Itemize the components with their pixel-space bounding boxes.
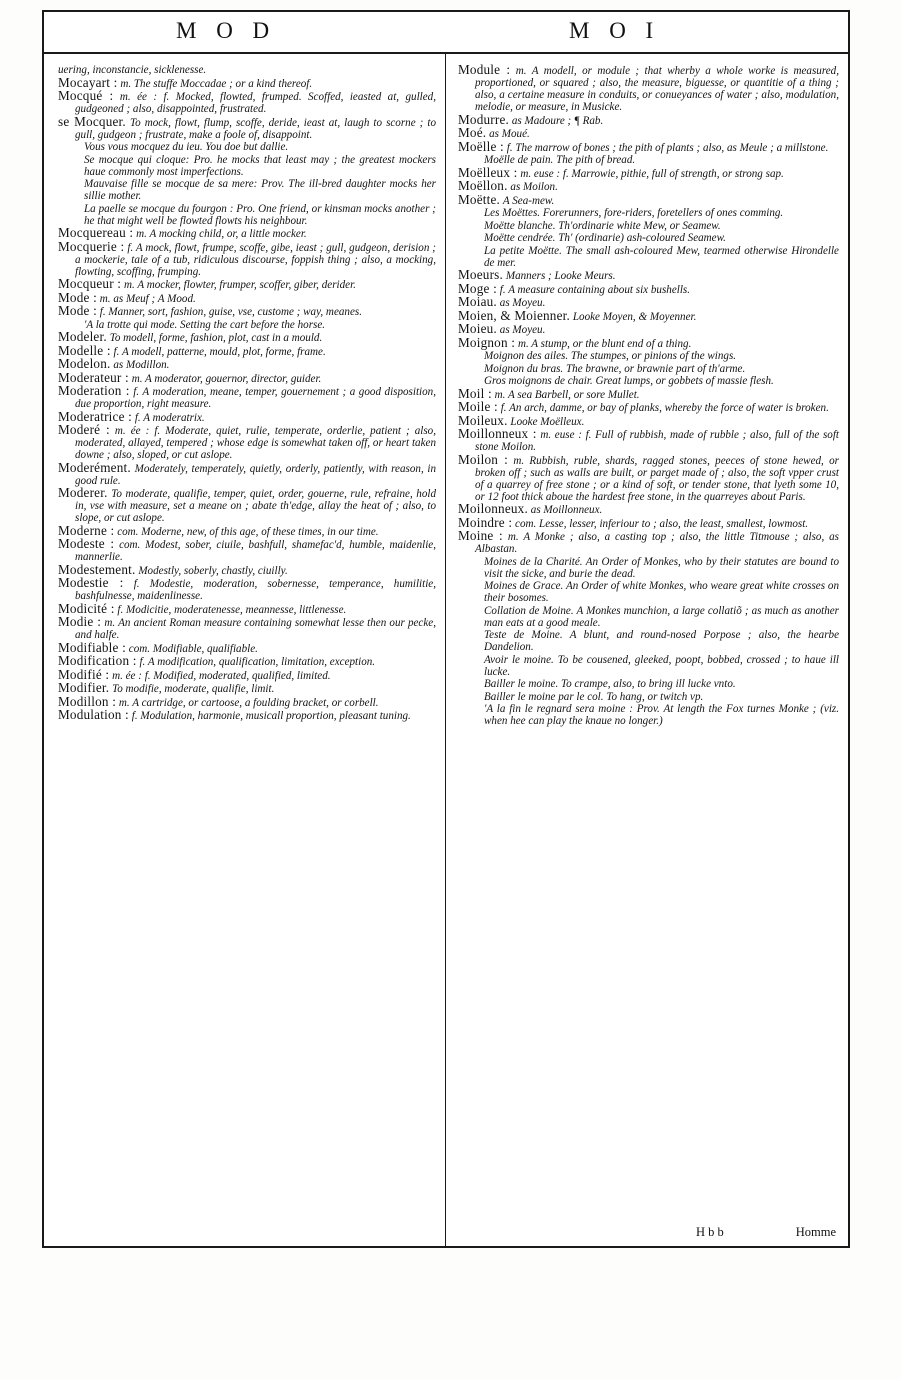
dictionary-entry <box>74 141 436 153</box>
dictionary-entry <box>458 451 839 503</box>
entry-headword: Moderément. <box>58 459 131 475</box>
entry-headword: Modurre. <box>458 111 510 127</box>
dictionary-entry <box>58 666 436 682</box>
entry-definition: Moëlle de pain. The pith of bread. <box>484 154 636 166</box>
entry-definition: m. A moderator, gouernor, director, guider. <box>131 372 322 385</box>
dictionary-entry <box>58 305 436 318</box>
dictionary-entry <box>474 232 839 244</box>
entry-definition: Collation de Moine. A Monkes munchion, a large collatiõ ; as much as another man eats at a good meale. <box>484 604 839 629</box>
entry-headword: Moeurs. <box>458 267 503 282</box>
dictionary-entry <box>58 655 436 668</box>
entry-definition: Les Moëttes. Forerunners, fore-riders, foretellers of ones comming. <box>484 207 784 219</box>
entry-headword: Mocqué : <box>58 88 114 103</box>
entry-definition: f. A measure containing about six bushells. <box>499 283 690 296</box>
page-frame <box>42 10 850 1248</box>
dictionary-entry <box>458 503 839 516</box>
entry-headword: Modestement. <box>58 561 136 577</box>
entry-definition: f. A moderatrix. <box>134 411 205 424</box>
entry-definition: Moignon du bras. The brawne, or brawnie part of th'arme. <box>484 362 746 375</box>
dictionary-entry <box>458 385 839 401</box>
entry-headword: Mocquereau : <box>58 225 134 240</box>
entry-headword: Moileux. <box>458 412 508 428</box>
entry-headword: Modifiable : <box>58 639 126 655</box>
entry-definition: m. A Monke ; also, a casting top ; also, the little Titmouse ; also, as Albastan. <box>475 531 839 555</box>
entry-definition: Manners ; Looke Meurs. <box>505 270 616 282</box>
entry-definition: Moëtte cendrée. Th' (ordinarie) ash-coloured Seamew. <box>484 232 726 244</box>
entry-headword: Moilon : <box>458 451 508 467</box>
column-left <box>44 54 446 1246</box>
dictionary-entry <box>458 180 839 193</box>
dictionary-entry <box>58 538 436 563</box>
dictionary-entry <box>58 600 436 616</box>
entry-definition: 'A la trotte qui mode. Setting the cart before the horse. <box>84 318 326 331</box>
entry-definition: Moderately, temperately, quietly, orderly, patiently, with reason, in good rule. <box>75 462 436 487</box>
entry-definition: f. Manner, sort, fashion, guise, vse, custome ; way, meanes. <box>99 306 362 318</box>
entry-headword: se Mocquer. <box>58 113 126 129</box>
entry-definition: as Madoure ; ¶ Rab. <box>511 114 604 127</box>
entry-definition: m. euse : f. Marrowie, pithie, full of strength, or strong sap. <box>520 167 784 180</box>
column-right <box>446 54 848 1246</box>
dictionary-entry <box>458 138 839 154</box>
entry-definition: as Modillon. <box>113 359 170 371</box>
entry-headword: Moile : <box>458 399 498 414</box>
entry-definition: m. A mocker, flowter, frumper, scoffer, giber, derider. <box>124 279 356 291</box>
entry-headword: Moëlle : <box>458 138 504 154</box>
entry-definition: as Moilon. <box>510 181 558 193</box>
entry-definition: f. Modulation, harmonie, musicall proportion, pleasant tuning. <box>131 710 411 722</box>
dictionary-entry <box>474 245 839 269</box>
entry-headword: Mocayart : <box>58 74 118 90</box>
dictionary-entry <box>458 307 839 323</box>
dictionary-entry <box>474 375 839 387</box>
entry-headword: Moderne : <box>58 522 115 538</box>
dictionary-entry <box>458 127 839 140</box>
catchword: Homme <box>795 1225 836 1239</box>
entry-headword: Moine : <box>458 528 503 543</box>
entry-headword: Modification : <box>58 653 137 668</box>
dictionary-entry <box>58 709 436 722</box>
entry-definition: as Moué. <box>489 128 530 140</box>
dictionary-entry <box>58 278 436 291</box>
entry-definition: To modifie, moderate, qualifie, limit. <box>112 683 275 695</box>
entry-definition: Moines de la Charité. An Order of Monkes, who by their statutes are bound to visit the sicke, and burie the dead. <box>484 555 839 580</box>
entry-headword: Moignon : <box>458 334 516 350</box>
signature-mark: H b b <box>696 1225 724 1239</box>
entry-definition: uering, inconstancie, sicklenesse. <box>58 64 207 76</box>
entry-headword: Modifier. <box>58 680 110 695</box>
entry-definition: A Sea-mew. <box>502 194 555 207</box>
entry-definition: To moderate, qualifie, temper, quiet, order, gouerne, rule, refraine, hold in, vse with measure, set a meane on ; abate th'edge, allay the heat of ; also, to slope, or cut aslope. <box>75 488 436 524</box>
entry-definition: m. A stump, or the blunt end of a thing. <box>517 337 692 350</box>
entry-definition: Avoir le moine. To be cousened, gleeked, poopt, bobbed, crossed ; to haue ill lucke. <box>484 653 839 678</box>
dictionary-entry <box>474 691 839 703</box>
entry-definition: Mauvaise fille se mocque de sa mere: Prov. The ill-bred daughter mocks her sillie mother. <box>84 178 436 202</box>
entry-definition: m. Rubbish, ruble, shards, ragged stones, peeces of stone hewed, or broken off ; such as walls are built, or parget made of ; also, the soft vpper crust of a quarrey of free stone ; or a kind of soft, or tender stone, that lyeth some 10, or 12 foot thick aboue the hardest free stone, in the quarreyes about Paris. <box>475 454 839 503</box>
entry-definition: m. ée : f. Mocked, flowted, frumped. Scoffed, ieasted at, gulled, gudgeoned ; also, disappointed, frustrated. <box>75 91 436 115</box>
entry-headword: Modeler. <box>58 329 107 344</box>
dictionary-entry <box>58 113 437 141</box>
entry-definition: To modell, forme, fashion, plot, cast in a mould. <box>109 332 323 344</box>
entry-headword: Mode : <box>58 303 97 318</box>
entry-definition: To mock, flowt, flump, scoffe, deride, ieast at, laugh to scorne ; to gull, gudgeon ; frustrate, make a foole of, disappoint. <box>75 116 437 141</box>
entry-headword: Moëtte. <box>458 191 501 207</box>
entry-headword: Modie : <box>58 614 102 629</box>
entry-definition: com. Moderne, new, of this age, of these times, in our time. <box>117 525 379 538</box>
dictionary-entry <box>74 154 436 178</box>
entry-headword: Moderation : <box>58 383 130 398</box>
entry-definition: com. Modest, sober, ciuile, bashfull, shamefac'd, humble, maidenlie, mannerlie. <box>75 539 437 563</box>
entry-definition: as Moyeu. <box>499 297 546 309</box>
dictionary-entry <box>474 350 839 362</box>
entry-definition: Moëtte blanche. Th'ordinarie white Mew, or Seamew. <box>484 219 721 232</box>
text-columns <box>44 54 848 1246</box>
dictionary-entry <box>74 178 436 202</box>
entry-headword: Moderatrice : <box>58 408 132 424</box>
dictionary-entry <box>458 334 839 350</box>
dictionary-entry <box>58 522 436 538</box>
dictionary-entry <box>458 64 839 113</box>
entry-definition: f. Modestie, moderation, sobernesse, temperance, humilitie, bashfulnesse, maidenlinesse. <box>75 578 436 602</box>
entry-definition: f. A modification, qualification, limitation, exception. <box>139 656 376 668</box>
entry-definition: m. ée : f. Modified, moderated, qualified, limited. <box>112 669 331 682</box>
entry-headword: Moil : <box>458 385 492 401</box>
entry-definition: Looke Moyen, & Moyenner. <box>572 310 697 323</box>
entry-headword: Modillon : <box>58 693 117 709</box>
entry-headword: Moge : <box>458 280 497 296</box>
entry-headword: Modelon. <box>58 356 111 371</box>
dictionary-entry <box>474 154 839 166</box>
entry-definition: Gros moignons de chair. Great lumps, or gobbets of massie flesh. <box>484 375 774 387</box>
entry-headword: Mode : <box>58 289 97 305</box>
entry-headword: Moindre : <box>458 514 513 530</box>
dictionary-entry <box>458 530 839 555</box>
dictionary-entry <box>474 678 839 690</box>
entry-headword: Mocquerie : <box>58 238 125 254</box>
entry-headword: Moillonneux : <box>458 426 537 441</box>
dictionary-entry <box>58 331 436 344</box>
entry-definition: m. euse : f. Full of rubbish, made of rubble ; also, full of the soft stone Moilon. <box>475 429 839 453</box>
dictionary-entry <box>474 629 839 653</box>
entry-definition: m. A mocking child, or, a little mocker. <box>136 228 307 240</box>
dictionary-entry <box>58 616 436 641</box>
running-header-right: M O I <box>569 18 661 43</box>
entry-headword: Mocqueur : <box>58 276 122 291</box>
entry-definition: Se mocque qui cloque: Pro. he mocks that least may ; the greatest mockers haue commonly most imperfections. <box>84 153 436 178</box>
entry-definition: m. ée : f. Moderate, quiet, rulie, temperate, orderlie, patient ; also, moderated, allayed, tempered ; whose edge is somewhat taken off, or heart taken downe ; also, sloped, or cut aslope. <box>75 425 437 461</box>
dictionary-entry <box>58 487 436 524</box>
entry-definition: Vous vous mocquez du ieu. You doe but dallie. <box>84 141 289 153</box>
dictionary-entry <box>458 514 839 530</box>
entry-definition: m. as Meuf ; A Mood. <box>99 292 196 305</box>
dictionary-entry <box>474 363 839 375</box>
entry-definition: Moines de Grace. An Order of white Monkes, who weare great white crosses on their bosomes. <box>484 580 839 604</box>
dictionary-entry <box>458 191 839 207</box>
dictionary-entry <box>474 654 839 678</box>
entry-definition: Looke Moëlleux. <box>510 415 585 428</box>
entry-definition: Bailler le moine par le col. To hang, or twitch vp. <box>484 690 704 703</box>
entry-definition: La paelle se mocque du fourgon : Pro. One friend, or kinsman mocks another ; he that might well be flowted flowts his neighbour. <box>84 202 436 227</box>
dictionary-entry <box>458 269 839 282</box>
entry-definition: as Moyeu. <box>499 324 546 336</box>
entry-headword: Modicité : <box>58 600 115 616</box>
dictionary-entry <box>58 385 436 410</box>
dictionary-entry <box>474 580 839 604</box>
dictionary-entry <box>458 280 839 296</box>
entry-headword: Moé. <box>458 125 487 140</box>
dictionary-entry <box>58 90 436 115</box>
entry-headword: Moëlleux : <box>458 164 518 180</box>
entry-definition: f. A moderation, meane, temper, gouernement ; a good disposition, due proportion, right measure. <box>75 386 436 410</box>
entry-headword: Modulation : <box>58 707 129 722</box>
dictionary-entry <box>58 238 436 278</box>
entry-definition: com. Lesse, lesser, inferiour to ; also, the least, smallest, lowmost. <box>515 517 809 530</box>
dictionary-entry <box>58 577 436 602</box>
entry-definition: m. An ancient Roman measure containing somewhat lesse then our pecke, and halfe. <box>75 617 436 641</box>
entry-definition: m. A sea Barbell, or sore Mullet. <box>494 388 640 401</box>
entry-headword: Modifié : <box>58 666 110 682</box>
dictionary-entry <box>474 220 839 232</box>
entry-definition: f. A modell, patterne, mould, plot, forme, frame. <box>113 345 326 358</box>
entry-definition: Modestly, soberly, chastly, ciuilly. <box>138 564 288 577</box>
entry-definition: Moignon des ailes. The stumpes, or pinions of the wings. <box>484 350 737 362</box>
dictionary-entry <box>58 74 436 90</box>
entry-headword: Moilonneux. <box>458 501 528 516</box>
entry-definition: 'A la fin le regnard sera moine : Prov. At length the Fox turnes Monke ; (viz. when hee can play the knaue no longer.) <box>484 703 839 727</box>
dictionary-entry <box>74 203 436 227</box>
entry-headword: Moieu. <box>458 321 497 336</box>
dictionary-entry <box>474 556 839 580</box>
dictionary-entry <box>58 289 436 305</box>
entry-headword: Moderer. <box>58 485 108 500</box>
dictionary-entry <box>58 342 436 358</box>
entry-headword: Modestie : <box>58 575 124 590</box>
entry-headword: Moderé : <box>58 422 110 437</box>
entry-headword: Modelle : <box>58 342 111 358</box>
entry-definition: com. Modifiable, qualifiable. <box>128 642 258 655</box>
entry-definition: m. The stuffe Moccadae ; or a kind thereof. <box>120 77 313 90</box>
dictionary-entry <box>458 164 839 180</box>
dictionary-entry <box>458 401 839 414</box>
dictionary-entry <box>58 424 436 461</box>
dictionary-entry <box>458 323 839 336</box>
entry-definition: f. Modicitie, moderatenesse, meannesse, littlenesse. <box>117 603 347 616</box>
entry-headword: Moiau. <box>458 294 497 309</box>
entry-definition: f. The marrow of bones ; the pith of plants ; also, as Meule ; a millstone. <box>506 141 829 154</box>
running-header <box>44 12 848 54</box>
dictionary-entry <box>74 319 436 331</box>
entry-definition: f. An arch, damme, or bay of planks, whereby the force of water is broken. <box>500 402 829 414</box>
dictionary-entry <box>474 207 839 219</box>
dictionary-entry <box>474 703 839 727</box>
dictionary-entry <box>58 459 436 487</box>
entry-headword: Moëllon. <box>458 178 508 193</box>
entry-definition: m. A modell, or module ; that wherby a whole worke is measured, proportioned, or squared ; also, the measure, biguesse, or quantitie of a thing ; also, a certaine measure in conduits, or conueyances of water ; also, modulation, melodie, or measure, in Musicke. <box>475 65 839 113</box>
entry-definition: f. A mock, flowt, frumpe, scoffe, gibe, ieast ; gull, gudgeon, derision ; a mockerie, tale of a tub, ridiculous discourse, foppish thing ; also, a mocking, flowting, scoffing, frumping. <box>75 241 436 278</box>
entry-definition: Bailler le moine. To crampe, also, to bring ill lucke vnto. <box>484 678 736 690</box>
entry-definition: as Moillonneux. <box>530 504 603 516</box>
dictionary-entry <box>458 428 839 453</box>
entry-definition: m. A cartridge, or cartoose, a foulding bracket, or corbell. <box>118 696 379 709</box>
entry-headword: Modeste : <box>58 536 115 551</box>
entry-headword: Moderateur : <box>58 369 129 385</box>
entry-definition: Teste de Moine. A blunt, and round-nosed Porpose ; also, the hearbe Dandelion. <box>484 629 839 653</box>
dictionary-entry <box>58 408 436 424</box>
dictionary-entry <box>474 605 839 629</box>
dictionary-entry <box>458 111 839 127</box>
entry-definition: La petite Moëtte. The small ash-coloured Mew, tearmed otherwise Hirondelle de mer. <box>484 244 839 269</box>
running-header-left: M O D <box>176 18 277 43</box>
entry-headword: Moien, & Moienner. <box>458 307 571 323</box>
entry-headword: Module : <box>458 62 511 77</box>
